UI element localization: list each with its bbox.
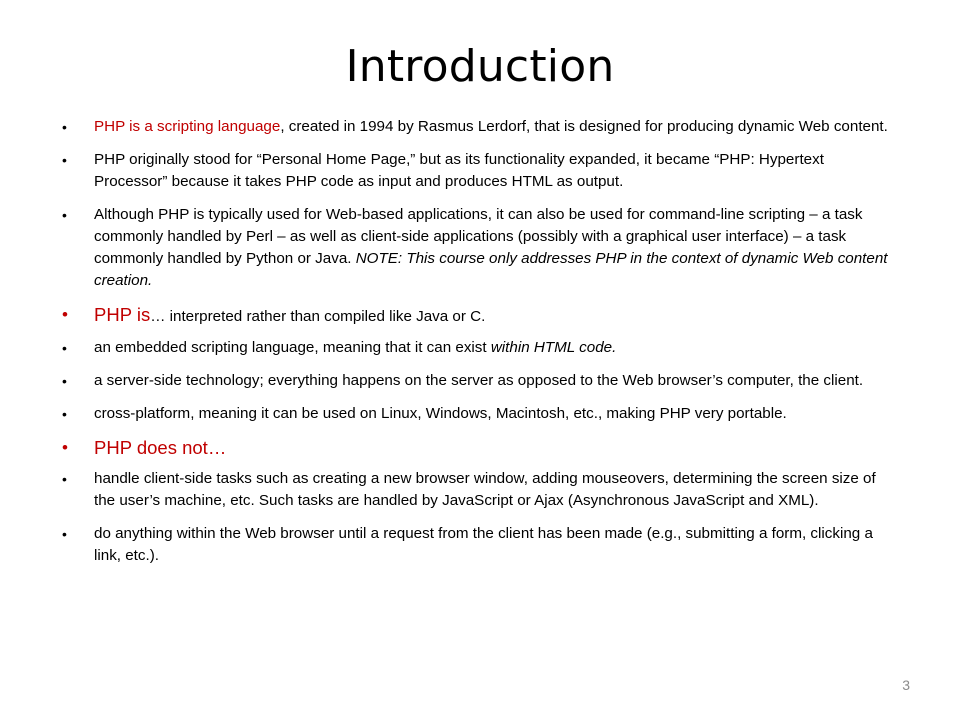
item-text: cross-platform, meaning it can be used on Linux, Windows, Macintosh, etc., making PHP very portable. [94,405,787,422]
bullet-icon: • [62,340,67,356]
bullet-item [62,149,900,193]
bullet-item [62,523,900,567]
slide-body [62,116,900,578]
bullet-icon: • [62,471,67,487]
item-text: an embedded scripting language, meaning that it can exist [94,339,491,356]
bullet-icon: • [62,438,68,457]
slide-title: Introduction [345,41,615,92]
bullet-icon: • [62,207,67,223]
bullet-item [62,204,900,292]
section-heading-php-is [62,303,900,329]
item-text: do anything within the Web browser until a request from the client has been made (e.g., submitting a form, clicking a link, etc.). [94,525,873,564]
item-text: PHP originally stood for “Personal Home Page,” but as its functionality expanded, it became “PHP: Hypertext Processor” because it takes PHP code as input and produces HTML as output. [94,151,824,190]
item-text: Although PHP is typically used for Web-based applications, it can also be used for command-line scripting – a task commonly handled by Perl – as well as client-side applications (possibly with a graphical user interface) – a task commonly handled by Python or Java. [94,206,863,267]
bullet-item [62,403,900,425]
bullet-icon: • [62,406,67,422]
page-number: 3 [902,677,910,693]
bullet-item [62,337,900,359]
item-text: a server-side technology; everything happens on the server as opposed to the Web browser’s computer, the client. [94,372,864,389]
bullet-item [62,370,900,392]
item-lead: PHP does not… [94,437,227,458]
item-note: NOTE: This course only addresses PHP in the context of dynamic Web content creation. [94,250,888,289]
bullet-icon: • [62,526,67,542]
bullet-icon: • [62,152,67,168]
item-text: handle client-side tasks such as creating a new browser window, adding mouseovers, determining the screen size of the user’s machine, etc. Such tasks are handled by JavaScript or Ajax (Asynchronous JavaScript and XML). [94,470,876,509]
bullet-icon: • [62,373,67,389]
item-lead: PHP is [94,304,151,325]
bullet-item [62,468,900,512]
bullet-icon: • [62,305,68,324]
item-italic: within HTML code. [490,339,617,356]
section-heading-php-does-not [62,436,900,460]
bullet-icon: • [62,119,67,135]
item-lead: PHP is a scripting language [94,118,281,135]
item-text: … interpreted rather than compiled like Java or C. [150,308,486,325]
bullet-item [62,116,900,138]
item-text: , created in 1994 by Rasmus Lerdorf, that is designed for producing dynamic Web content. [280,118,888,135]
